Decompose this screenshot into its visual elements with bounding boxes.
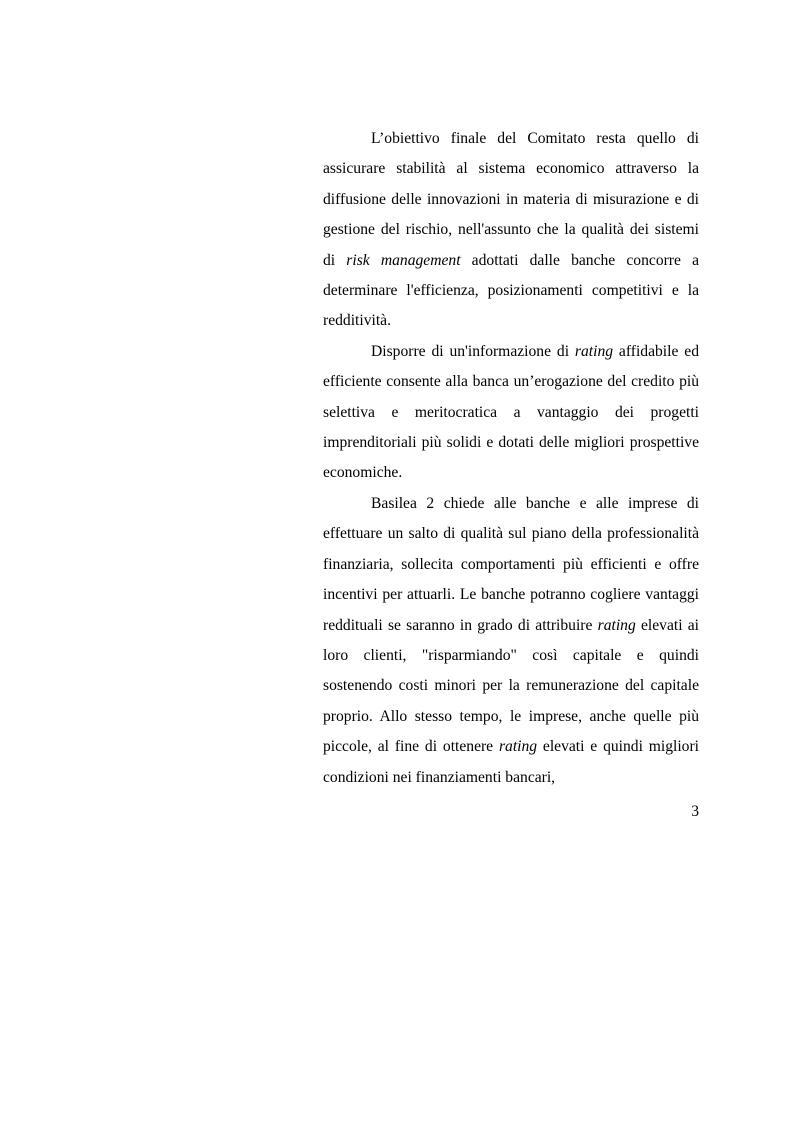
paragraph-3-italic-rating-1: rating [597,616,636,634]
paragraph-3-text-1: Basilea 2 chiede alle banche e alle imprese di effettuare un salto di qualità sul piano della professionalità finanziaria, sollecita comportamenti più efficienti e offre incentivi per attuarli. Le banche potranno cogliere vantaggi reddituali se saranno in grado di attribuire [323,494,699,634]
body-text [323,124,699,793]
paragraph-2-text-1: Disporre di un'informazione di [371,342,575,360]
paragraph-3-text-2: elevati ai loro clienti, "risparmiando" così capitale e quindi sostenendo costi minori per la remunerazione del capitale proprio. Allo stesso tempo, le imprese, anche quelle più piccole, al fine di ottenere [323,616,699,756]
paragraph-1 [323,124,699,337]
paragraph-1-text-1: L’obiettivo finale del Comitato resta quello di assicurare stabilità al sistema economico attraverso la diffusione delle innovazioni in materia di misurazione e di gestione del rischio, nell'assunto che la qualità dei sistemi di [323,130,699,269]
paragraph-2-text-2: affidabile ed efficiente consente alla banca un’erogazione del credito più selettiva e meritocratica a vantaggio dei progetti imprenditoriali più solidi e dotati delle migliori prospettive economiche. [323,342,699,482]
paragraph-3 [323,489,699,793]
paragraph-2-italic-rating: rating [574,342,614,360]
paragraph-3-text-3: elevati e quindi migliori condizioni nei finanziamenti bancari, [323,738,699,786]
paragraph-1-text-2: adottati dalle banche concorre a determinare l'efficienza, posizionamenti competitivi e la redditività. [323,251,699,330]
paragraph-2 [323,337,699,489]
paragraph-3-italic-rating-2: rating [498,738,538,756]
paragraph-1-italic-risk-management: risk management [346,251,461,269]
page-number: 3 [691,803,699,820]
